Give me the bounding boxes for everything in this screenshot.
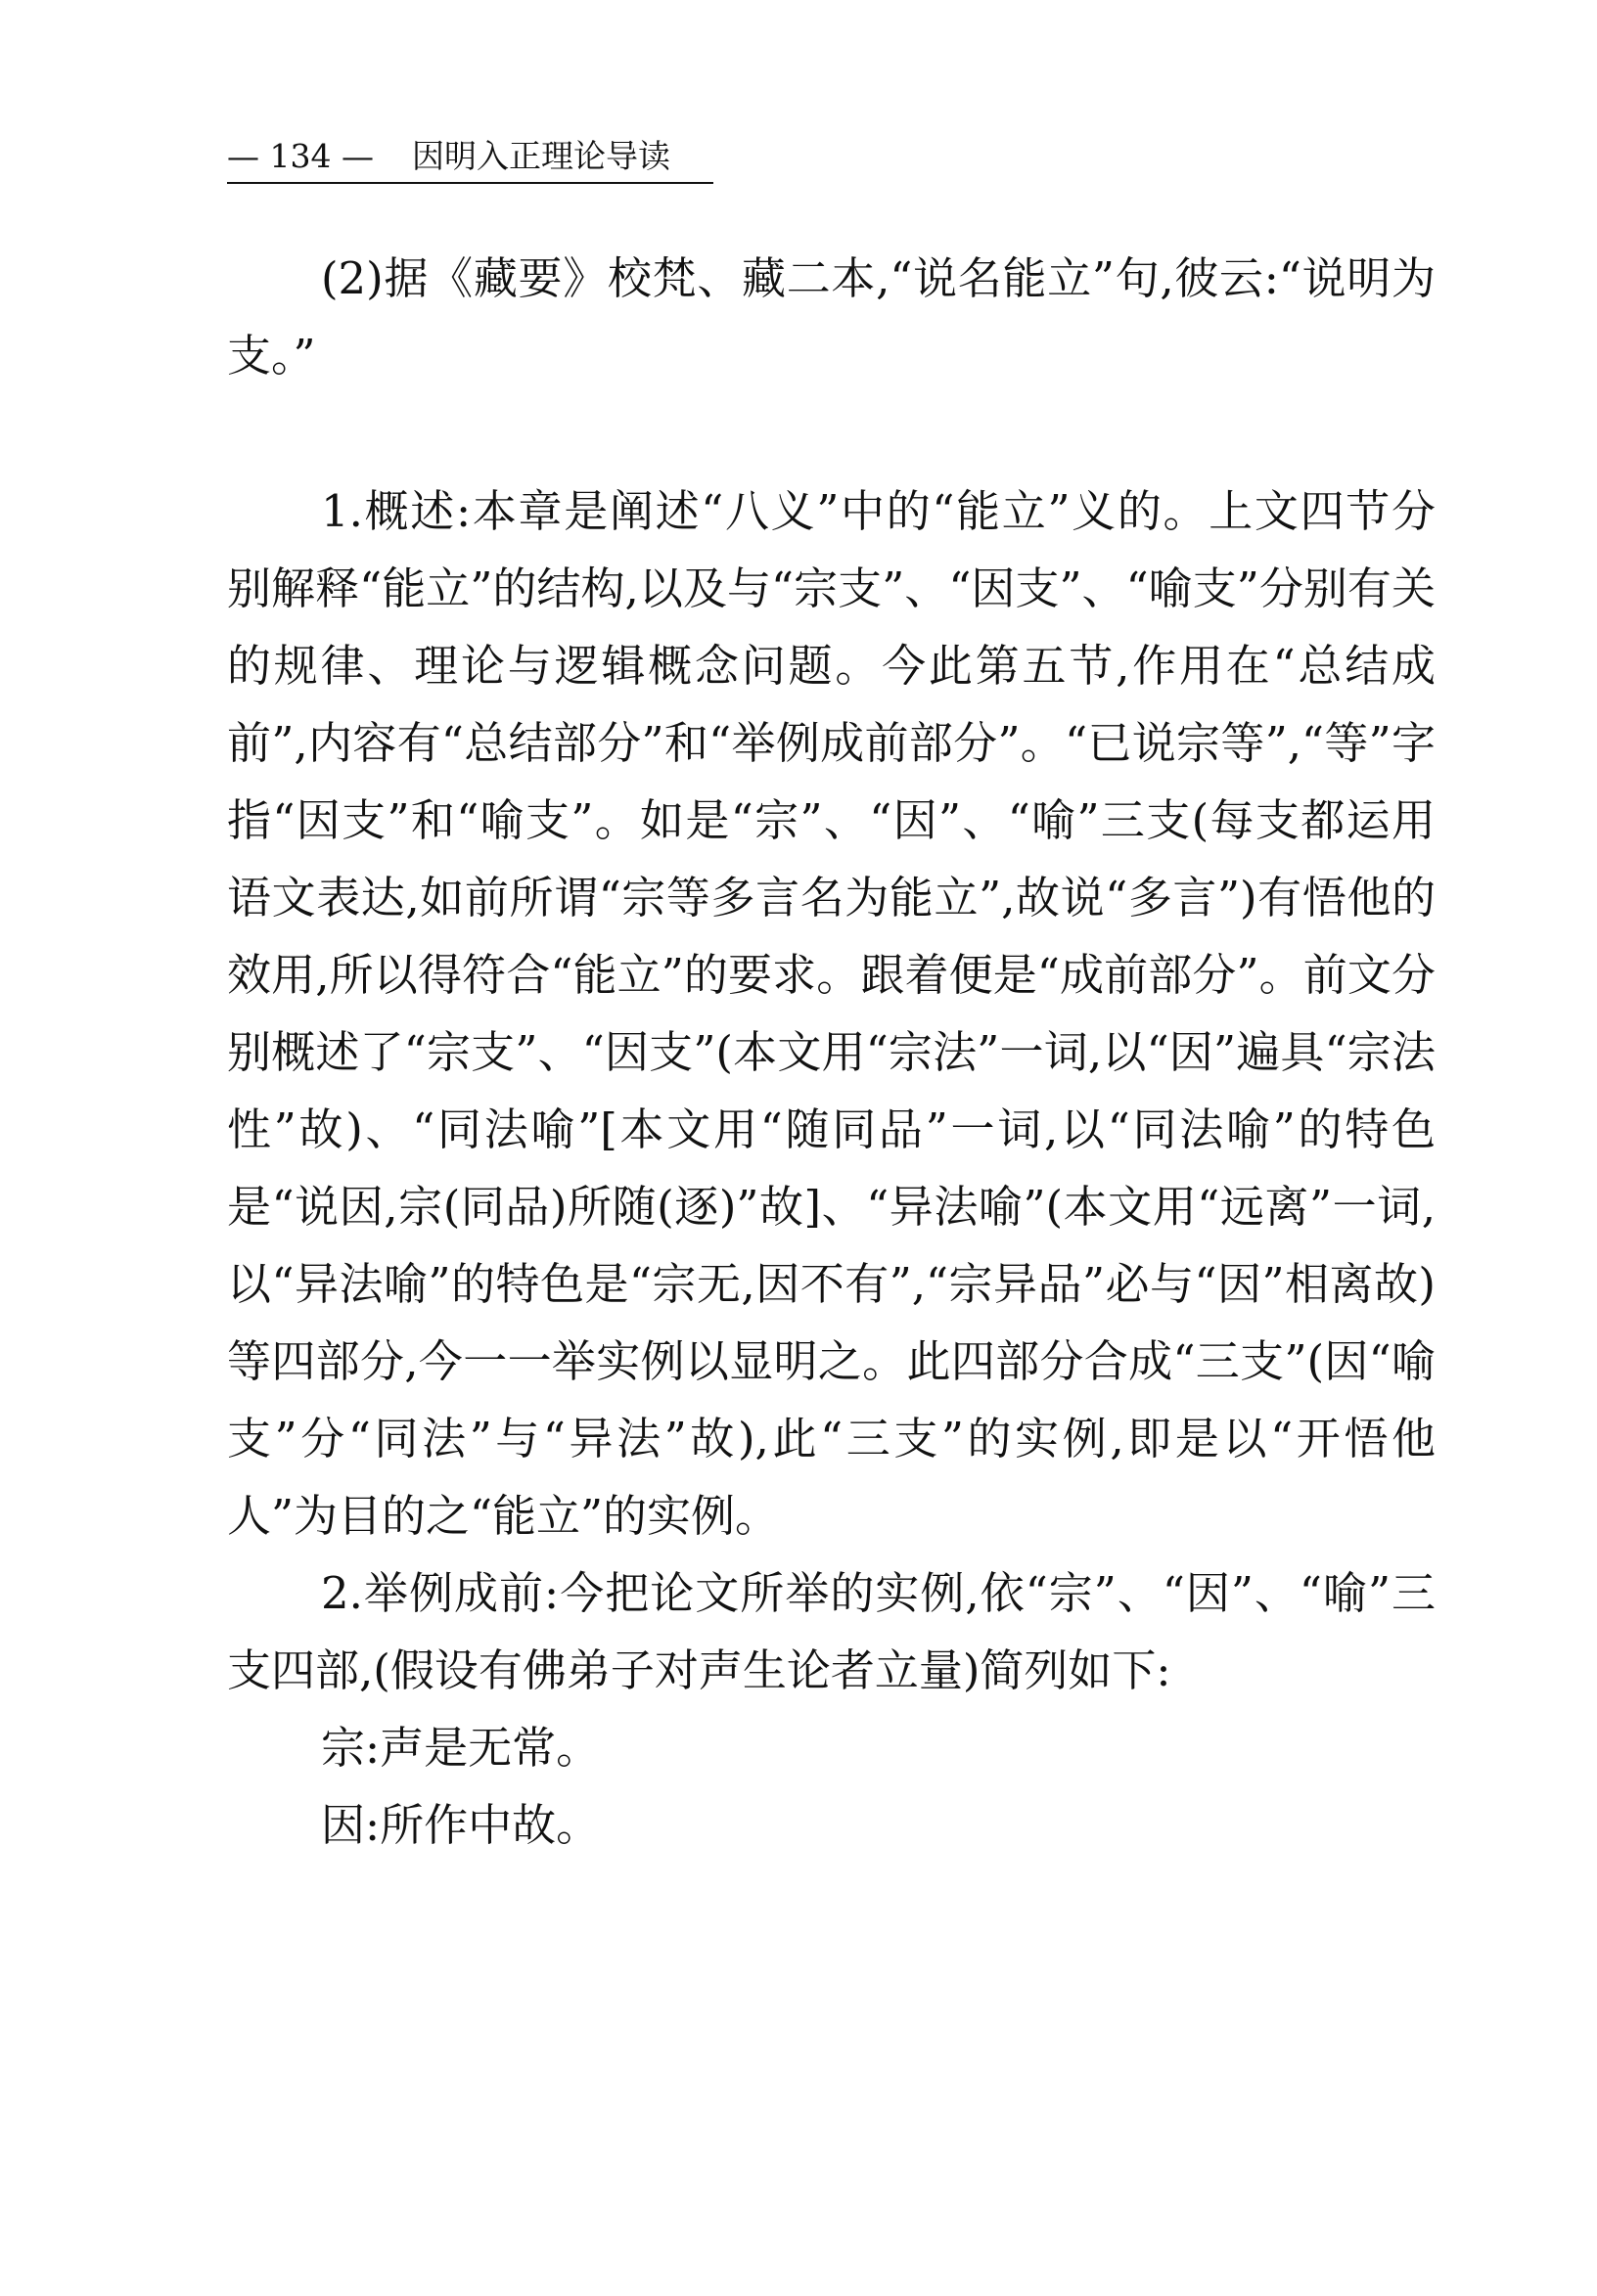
book-title: 因明入正理论导读 xyxy=(411,137,670,175)
page-body xyxy=(227,240,1436,1864)
page-number: — 134 — xyxy=(227,137,374,175)
header-rule xyxy=(227,182,713,184)
footnote-paragraph: (2)据《藏要》校梵、藏二本,“说名能立”句,彼云:“说明为支。” xyxy=(227,252,1436,382)
overview-paragraph: 1.概述:本章是阐述“八义”中的“能立”义的。上文四节分别解释“能立”的结构,以及与“宗支”、“因支”、“喻支”分别有关的规律、理论与逻辑概念问题。今此第五节,作用在“总结成前”,内容有“总结部分”和“举例成前部分”。“已说宗等”,“等”字指“因支”和“喻支”。如是“宗”、“因”、“喻”三支(每支都运用语文表达,如前所谓“宗等多言名为能立”,故说“多言”)有悟他的效用,所以得符合“能立”的要求。跟着便是“成前部分”。前文分别概述了“宗支”、“因支”(本文用“宗法”一词,以“因”遍具“宗法性”故)、“同法喻”[本文用“随同品”一词,以“同法喻”的特色是“说因,宗(同品)所随(逐)”故]、“异法喻”(本文用“远离”一词,以“异法喻”的特色是“宗无,因不有”,“宗异品”必与“因”相离故)等四部分,今一一举实例以显明之。此四部分合成“三支”(因“喻支”分“同法”与“异法”故),此“三支”的实例,即是以“开悟他人”为目的之“能立”的实例。 xyxy=(227,485,1436,1542)
running-header xyxy=(227,135,716,178)
list-item-reason: 因:所作中故。 xyxy=(321,1799,601,1851)
example-paragraph: 2.举例成前:今把论文所举的实例,依“宗”、“因”、“喻”三支四部,(假设有佛弟子对声生论者立量)简列如下: xyxy=(227,1567,1436,1696)
list-item-thesis: 宗:声是无常。 xyxy=(321,1722,601,1774)
